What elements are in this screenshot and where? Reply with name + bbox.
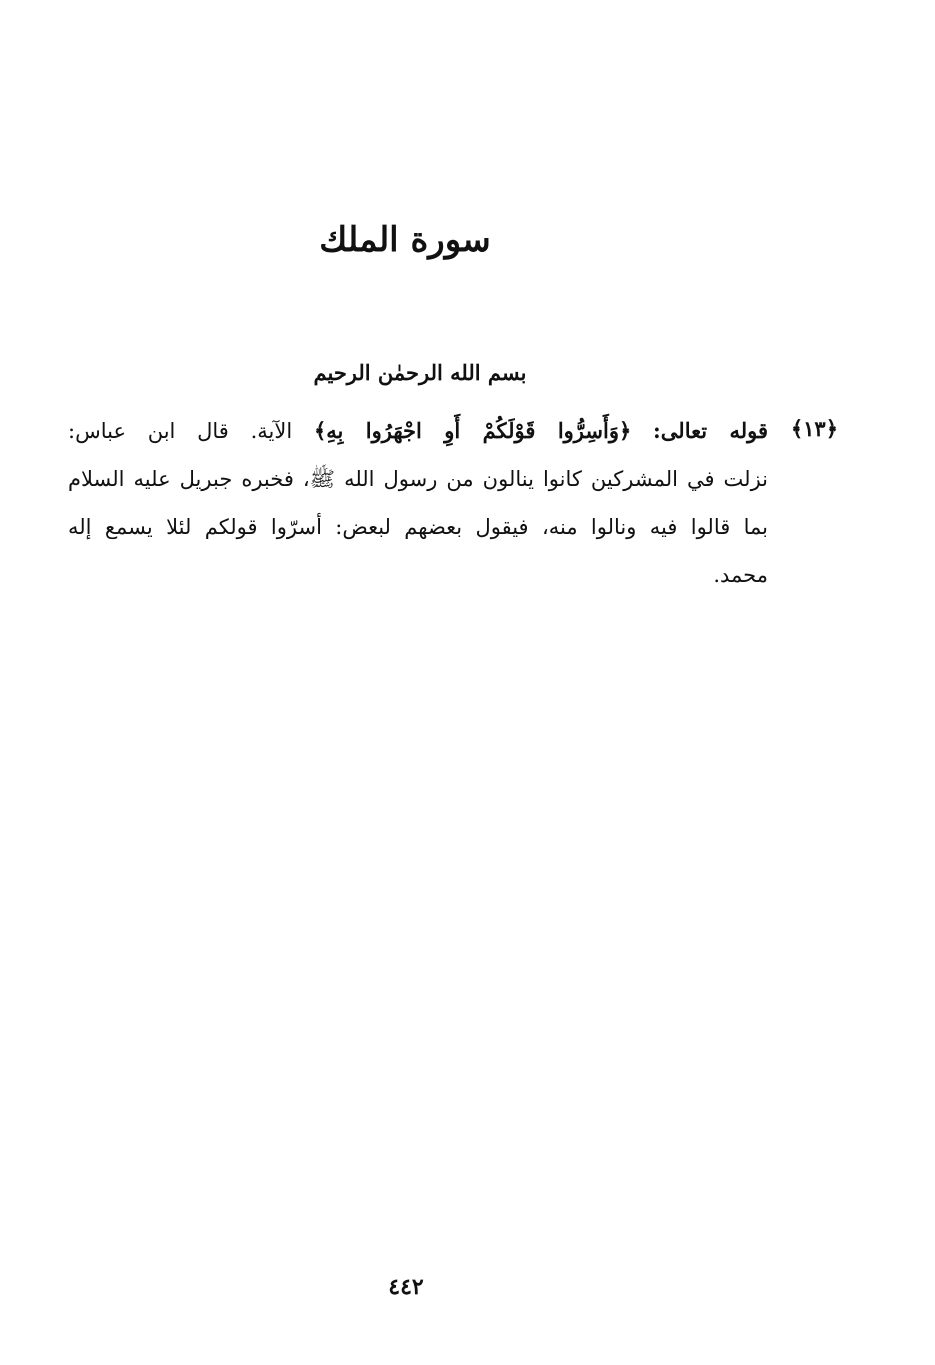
entry-line-1-tail: الآية. قال ابن عباس: — [68, 419, 293, 443]
entry-line-3: بما قالوا فيه ونالوا منه، فيقول بعضهم لبعض: أسرّوا قولكم لئلا يسمع إله — [68, 515, 768, 539]
entry-line-4: محمد. — [713, 563, 768, 587]
quoted-verse: ﴿وَأَسِرُّوا قَوْلَكُمْ أَوِ اجْهَرُوا بِهِ﴾ — [313, 418, 632, 443]
entry-line-2: نزلت في المشركين كانوا ينالون من رسول الله ﷺ، فخبره جبريل عليه السلام — [68, 467, 768, 491]
entry-line-1 — [68, 416, 768, 446]
basmala: بسم الله الرحمٰن الرحيم — [313, 360, 527, 385]
commentary-entry — [68, 412, 838, 602]
verse-number: ﴿١٣﴾ — [790, 416, 838, 441]
page-number: ٤٤٢ — [388, 1274, 424, 1300]
surah-title: سورة الملك — [319, 220, 491, 260]
entry-lead: قوله تعالى: — [653, 418, 769, 443]
